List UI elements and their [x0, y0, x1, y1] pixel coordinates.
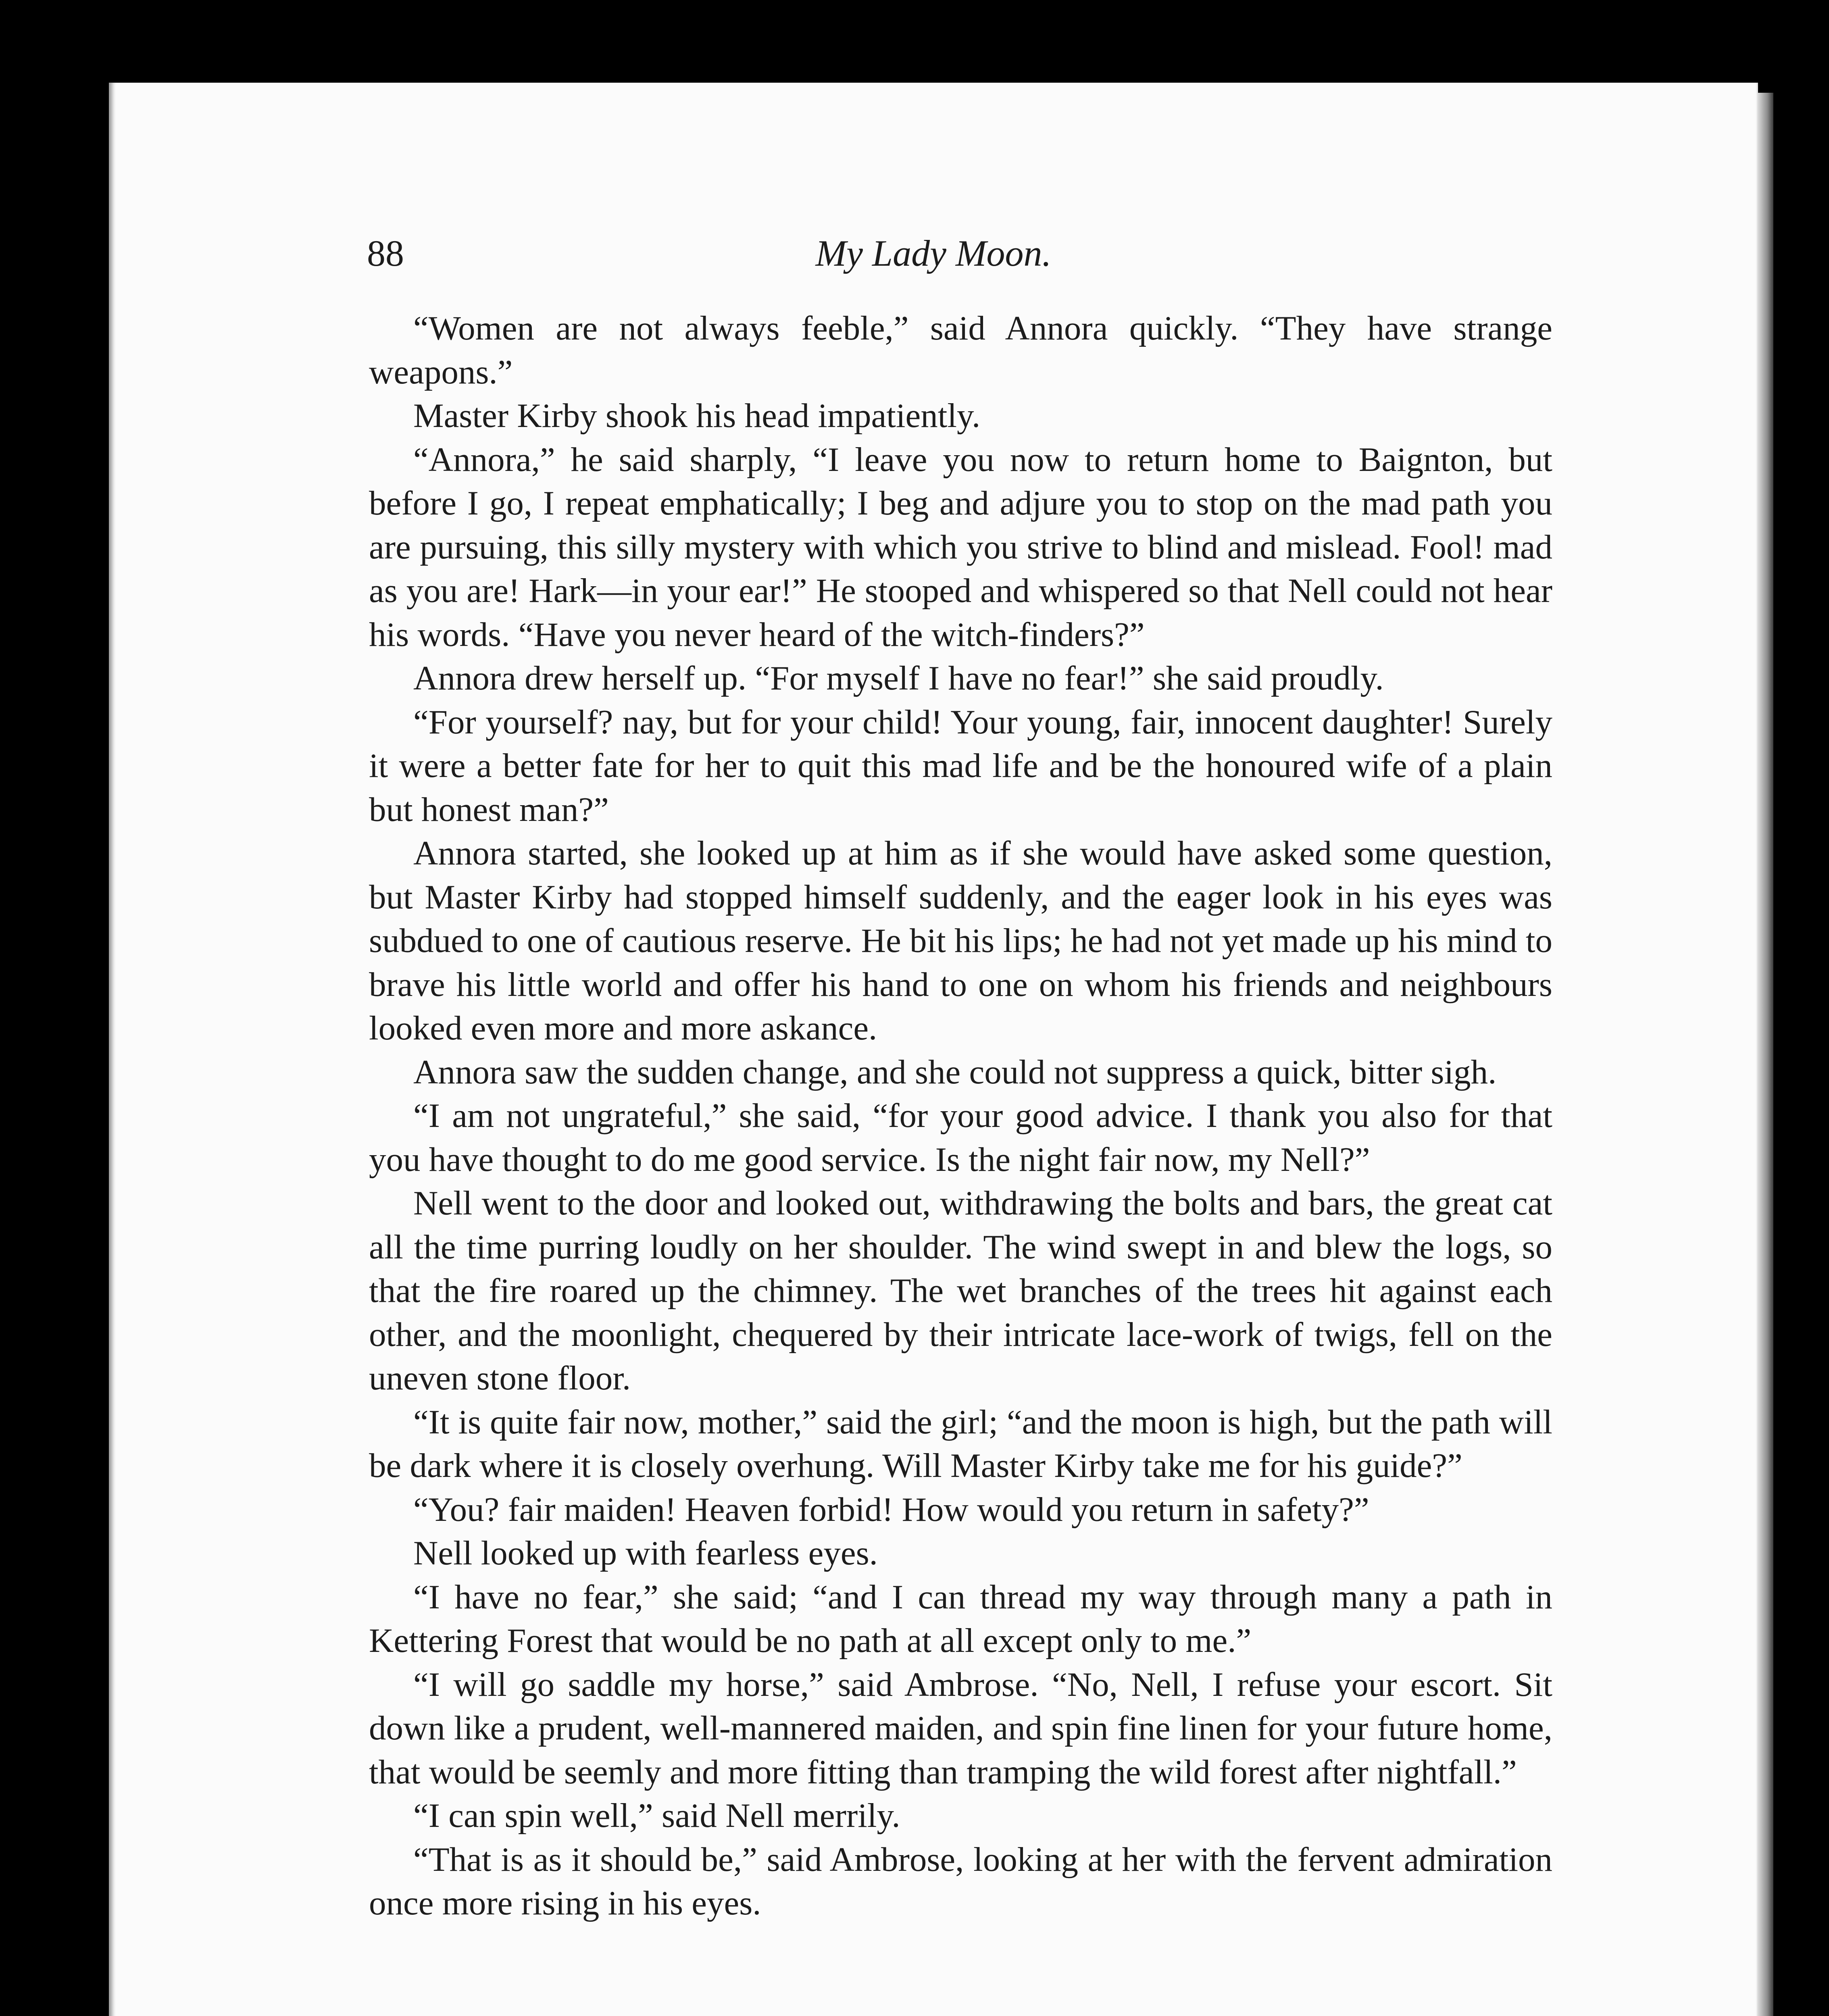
- paragraph: “I have no fear,” she said; “and I can thread my way through many a path in Kettering Forest that would be no path at all except only to me.”: [369, 1578, 1552, 1660]
- running-head: [109, 232, 1758, 292]
- paragraph: “For yourself? nay, but for your child! Your young, fair, innocent daughter! Surely it were a better fate for her to quit this mad life and be the honoured wife of a plain but honest man?”: [369, 703, 1552, 829]
- paragraph: Nell went to the door and looked out, withdrawing the bolts and bars, the great cat all the time purring loudly on her shoulder. The wind swept in and blew the logs, so that the fire roared up the chimney. The wet branches of the trees hit against each other, and the moonlight, chequered by their intricate lace-work of twigs, fell on the uneven stone floor.: [369, 1184, 1552, 1397]
- running-title: My Lady Moon.: [815, 233, 1052, 274]
- page-number: 88: [367, 233, 404, 274]
- paragraph: “I am not ungrateful,” she said, “for your good advice. I thank you also for that you have thought to do me good service. Is the night fair now, my Nell?”: [369, 1097, 1552, 1179]
- paragraph: “It is quite fair now, mother,” said the girl; “and the moon is high, but the path will be dark where it is closely overhung. Will Master Kirby take me for his guide?”: [369, 1403, 1552, 1485]
- paragraph: “I will go saddle my horse,” said Ambrose. “No, Nell, I refuse your escort. Sit down like a prudent, well-mannered maiden, and spin fine linen for your future home, that would be seemly and more fitting than tramping the wild forest after nightfall.”: [369, 1665, 1552, 1791]
- page-edge-shadow: [1758, 93, 1773, 2016]
- paragraph: Nell looked up with fearless eyes.: [413, 1534, 878, 1572]
- paragraph: Master Kirby shook his head impatiently.: [413, 397, 981, 435]
- paragraph: “I can spin well,” said Nell merrily.: [413, 1797, 900, 1835]
- book-page: [109, 83, 1758, 2016]
- paragraph: Annora started, she looked up at him as if she would have asked some question, but Master Kirby had stopped himself suddenly, and the eager look in his eyes was subdued to one of cautious reserve. He bit his lips; he had not yet made up his mind to brave his little world and offer his hand to one on whom his friends and neighbours looked even more and more askance.: [369, 834, 1552, 1047]
- paragraph: “That is as it should be,” said Ambrose, looking at her with the fervent admiration once more rising in his eyes.: [369, 1840, 1552, 1922]
- paragraph: “Annora,” he said sharply, “I leave you now to return home to Baignton, but before I go, I repeat emphatically; I beg and adjure you to stop on the mad path you are pursuing, this silly mystery with which you strive to blind and mislead. Fool! mad as you are! Hark—in your ear!” He stooped and whispered so that Nell could not hear his words. “Have you never heard of the witch-finders?”: [369, 440, 1552, 654]
- paragraph: “Women are not always feeble,” said Annora quickly. “They have strange weapons.”: [369, 309, 1552, 391]
- paragraph: Annora drew herself up. “For myself I have no fear!” she said proudly.: [413, 659, 1384, 697]
- paragraph: Annora saw the sudden change, and she could not suppress a quick, bitter sigh.: [413, 1053, 1497, 1091]
- paragraph: “You? fair maiden! Heaven forbid! How would you return in safety?”: [413, 1490, 1369, 1529]
- body-text: [369, 306, 1552, 1925]
